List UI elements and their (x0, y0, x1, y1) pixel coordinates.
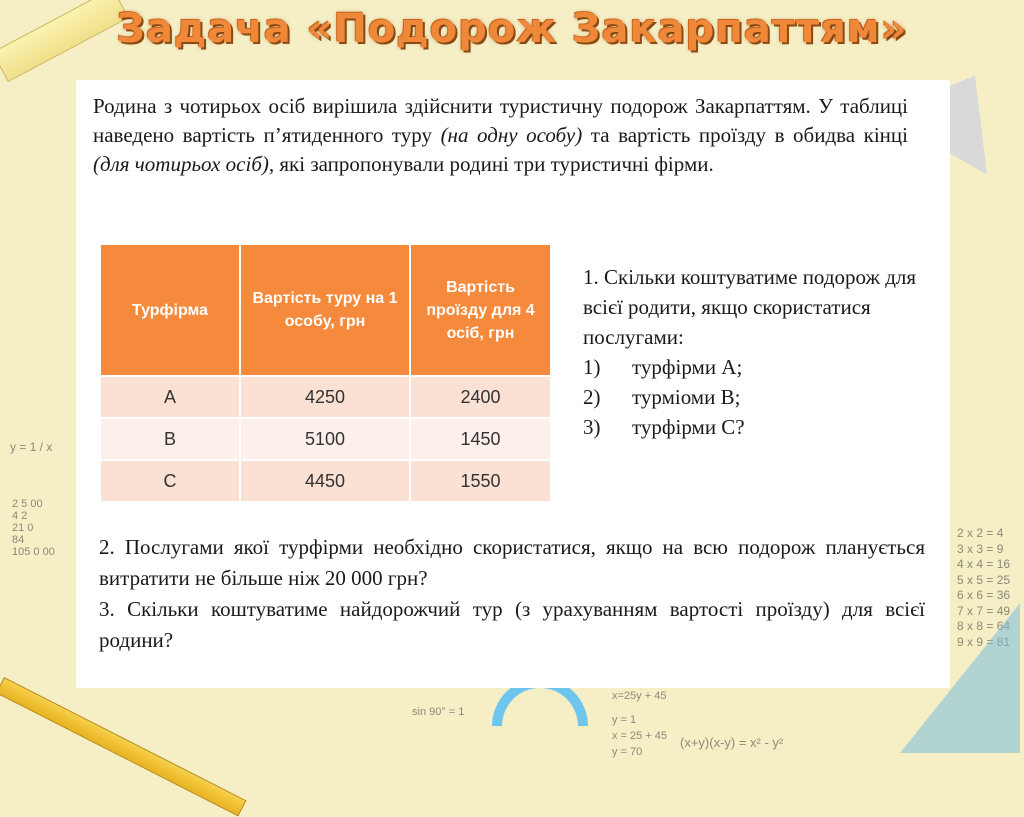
question-1-text: 1. Скільки коштуватиме подорож для всієї родити, якщо скористатися послугами: (583, 265, 917, 349)
column-header-travel-price: Вартість проїзду для 4 осіб, грн (411, 245, 550, 375)
question-2: 2. Послугами якої турфірми необхідно скористатися, якщо на всю подорож планується витратити не більше ніж 20 000 грн? (99, 535, 925, 590)
question-1 (583, 262, 923, 442)
table-cell: 4450 (241, 461, 409, 501)
table-cell: B (101, 419, 239, 459)
table-row (101, 419, 550, 459)
formula-y-1-x: y = 1 / x (10, 440, 53, 454)
slide-title: Задача «Подорож Закарпаттям» (116, 6, 908, 52)
pencil-decoration (0, 677, 246, 817)
question-1-option: 2) турміоми В; (583, 385, 741, 409)
system-decoration-2: y = 1 x = 25 + 45 y = 70 (612, 714, 668, 758)
identity-decoration: (x+y)(x-y) = x² - y² (680, 735, 784, 750)
table-cell: 4250 (241, 377, 409, 417)
problem-intro: Родина з чотирьох осіб вирішила здійснити туристичну подорож Закарпаттям. У таблиці наведено вартість п’ятиденного туру (на одну особу) та вартість проїзду в обидва кінці (для чотирьох осіб), які запропонували родині три туристичні фірми. (93, 94, 908, 176)
table-row (101, 461, 550, 501)
column-header-tour-price: Вартість туру на 1 особу, грн (241, 245, 409, 375)
question-3: 3. Скільки коштуватиме найдорожчий тур (з урахуванням вартості проїзду) для всієї родини? (99, 597, 925, 652)
multiplication-table-decoration: 2 x 2 = 4 3 x 3 = 9 4 x 4 = 16 5 x 5 = 25 6 x 6 = 36 7 x 7 = 49 8 x 8 = 64 9 x 9 = 81 (957, 526, 1011, 649)
division-decoration: 2 5 00 4 2 21 0 84 105 0 00 (12, 498, 55, 558)
table-cell: 1550 (411, 461, 550, 501)
table-cell: 2400 (411, 377, 550, 417)
question-1-option: 1) турфірми А; (583, 355, 743, 379)
table-cell: 5100 (241, 419, 409, 459)
tour-prices-table (99, 243, 552, 503)
table-cell: C (101, 461, 239, 501)
table-row (101, 377, 550, 417)
sin-equation-decoration: sin 90° = 1 (412, 706, 465, 718)
table-cell: 1450 (411, 419, 550, 459)
table-cell: A (101, 377, 239, 417)
column-header-firm: Турфірма (101, 245, 239, 375)
table-header-row (101, 245, 550, 375)
system-decoration-1: x=25y + 45 (612, 690, 667, 702)
questions-2-3 (99, 532, 925, 656)
question-1-option: 3) турфірми С? (583, 415, 745, 439)
